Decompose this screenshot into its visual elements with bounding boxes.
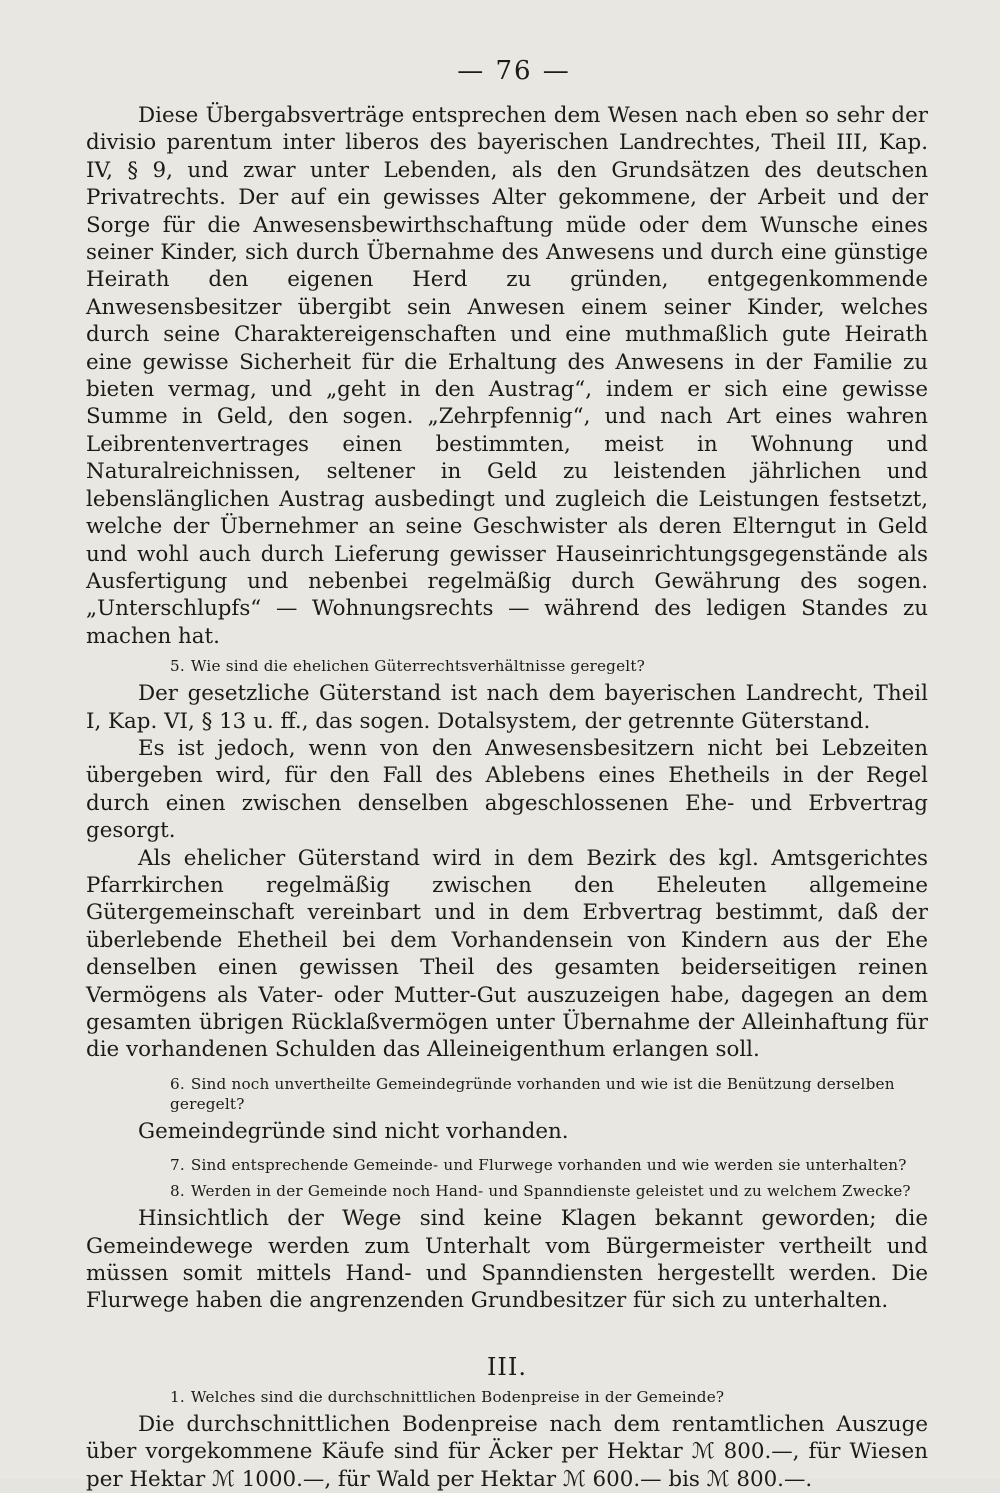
question-1 [86, 1387, 928, 1407]
paragraph-uebergabsvertraege: Diese Übergabsverträge entsprechen dem Wesen nach eben so sehr der divisio parentum inter liberos des bayerischen Landrechtes, Theil III, Kap. IV, § 9, und zwar unter Lebenden, als den Grundsätzen des deutschen Privatrechts. Der auf ein gewisses Alter gekommene, der Arbeit und der Sorge für die Anwesensbewirthschaftung müde oder dem Wunsche eines seiner Kinder, sich durch Übernahme des Anwesens und durch eine günstige Heirath den eigenen Herd zu gründen, entgegenkommende Anwesensbesitzer übergibt sein Anwesen einem seiner Kinder, welches durch seine Charaktereigenschaften und eine muthmaßlich gute Heirath eine gewisse Sicherheit für die Erhaltung des Anwesens in der Familie zu bieten vermag, und „geht in den Austrag“, indem er sich eine gewisse Summe in Geld, den sogen. „Zehrpfennig“, und nach Art eines wahren Leibrentenvertrages einen bestimmten, meist in Wohnung und Naturalreichnissen, seltener in Geld zu leistenden jährlichen und lebenslänglichen Austrag ausbedingt und zugleich die Leistungen festsetzt, welche der Übernehmer an seine Geschwister als deren Elterngut in Geld und wohl auch durch Lieferung gewisser Hauseinrichtungsgegenstände als Ausfertigung und nebenbei regelmäßig durch Gewährung des sogen. „Unterschlupfs“ — Wohnungsrechts — während des ledigen Standes zu machen hat. [86, 103, 928, 649]
question-7-text: Sind entsprechende Gemeinde- und Flurwege vorhanden und wie werden sie unterhalten? [190, 1156, 907, 1175]
paragraph-gemeindegruende: Gemeindegründe sind nicht vorhanden. [138, 1118, 569, 1144]
question-1-number: 1. [170, 1387, 185, 1406]
question-8-number: 8. [170, 1182, 185, 1201]
question-8 [86, 1181, 928, 1201]
paragraph-gueterstand: Der gesetzliche Güterstand ist nach dem bayerischen Landrecht, Theil I, Kap. VI, § 13 u. ff., das sogen. Dotalsystem, der getrennte Güterstand. [86, 681, 928, 734]
question-8-text: Werden in der Gemeinde noch Hand- und Spanndienste geleistet und zu welchem Zwecke? [190, 1182, 911, 1201]
question-1-text: Welches sind die durchschnittlichen Bodenpreise in der Gemeinde? [190, 1387, 725, 1406]
question-5-text: Wie sind die ehelichen Güterrechtsverhältnisse geregelt? [190, 657, 645, 676]
paragraph-wege: Hinsichtlich der Wege sind keine Klagen bekannt geworden; die Gemeindewege werden zum Unterhalt vom Bürgermeister vertheilt und müssen somit mittels Hand- und Spanndiensten hergestellt werden. Die Flurwege haben die angrenzenden Grundbesitzer für sich zu unterhalten. [86, 1206, 928, 1314]
question-6 [86, 1074, 928, 1114]
paragraph-bodenpreise: Die durchschnittlichen Bodenpreise nach dem rentamtlichen Auszuge über vorgekommene Käufe sind für Äcker per Hektar ℳ 800.—, für Wiesen per Hektar ℳ 1000.—, für Wald per Hektar ℳ 600.— bis ℳ 800.—. [86, 1411, 928, 1492]
question-6-text: Sind noch unvertheilte Gemeindegründe vorhanden und wie ist die Benützung derselben geregelt? [170, 1074, 895, 1113]
question-7-number: 7. [170, 1156, 185, 1175]
question-6-number: 6. [170, 1074, 185, 1093]
question-5 [86, 656, 928, 676]
page-number: — 76 — [457, 56, 571, 86]
paragraph-gemeinschaft: Als ehelicher Güterstand wird in dem Bezirk des kgl. Amtsgerichtes Pfarrkirchen regelmäßig zwischen den Eheleuten allgemeine Gütergemeinschaft vereinbart und in dem Erbvertrag bestimmt, daß der überlebende Ehetheil bei dem Vorhandensein von Kindern aus der Ehe denselben einen gewissen Theil des gesamten beiderseitigen reinen Vermögens als Vater- oder Mutter-Gut auszuzeigen habe, dagegen an dem gesamten übrigen Rücklaßvermögen unter Übernahme der Alleinhaftung für die vorhandenen Schulden das Alleineigenthum erlangen soll. [86, 845, 928, 1063]
paragraph-erbvertrag: Es ist jedoch, wenn von den Anwesensbesitzern nicht bei Lebzeiten übergeben wird, für den Fall des Ablebens eines Ehetheils in der Regel durch einen zwischen denselben abgeschlossenen Ehe- und Erbvertrag gesorgt. [86, 735, 928, 844]
question-7 [86, 1155, 928, 1175]
section-heading: III. [486, 1352, 528, 1381]
question-5-number: 5. [170, 657, 185, 676]
